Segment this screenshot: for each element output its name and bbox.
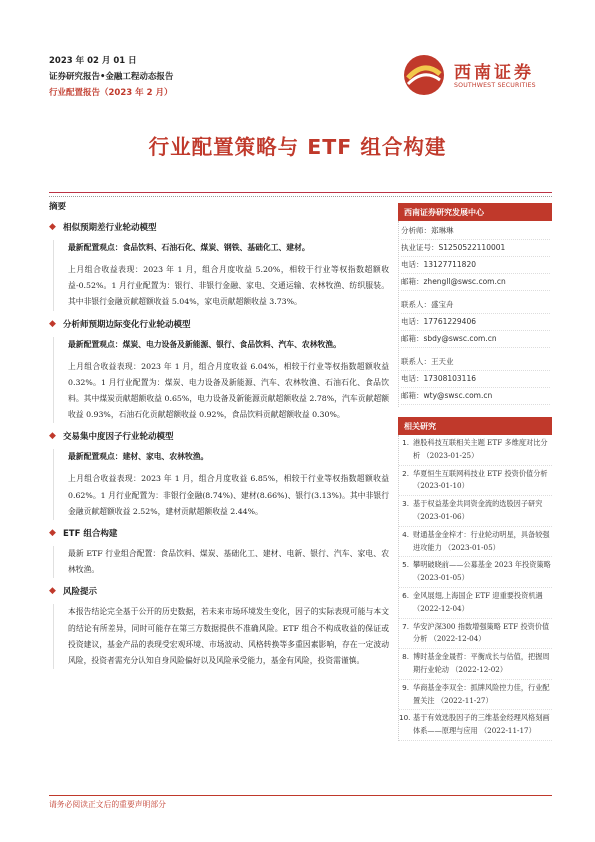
section-title: 相似预期差行业轮动模型 <box>63 223 157 233</box>
section-title: 交易集中度因子行业轮动模型 <box>63 432 174 443</box>
contact-line: 联系人：盛宝舟 <box>401 297 550 314</box>
section-heading <box>49 584 389 598</box>
list-item[interactable]: 10. 基于有效选股因子的三维基金经理风格刻画体系——原理与应用 （2022-11-17） <box>399 710 552 741</box>
list-item[interactable]: 6. 金风展翅,上海国企 ETF 迎重要投资机遇 （2022-12-04） <box>399 588 552 619</box>
list-item[interactable]: 2. 华夏恒生互联网科技业 ETF 投资价值分析 （2023-01-10） <box>399 466 552 497</box>
contact-line: 电话：17308103116 <box>401 371 550 388</box>
section-paragraph: 最新配置观点：食品饮料、石油石化、煤炭、钢铁、基础化工、建材。 <box>68 243 310 252</box>
list-item[interactable]: 8. 博时基金金晟哲：平衡成长与估值，把握周期行业轮动 （2022-12-02） <box>399 649 552 680</box>
contact-line: 电话：17761229406 <box>401 314 550 331</box>
logo-name: 西南证券 <box>454 63 534 83</box>
contact-email[interactable]: 邮箱：wty@swsc.com.cn <box>401 388 550 405</box>
section-paragraph: 最新 ETF 行业组合配置：食品饮料、煤炭、基础化工、建材、电新、银行、汽车、家电、农林牧渔。 <box>68 549 389 575</box>
related-research-header: 相关研究 <box>398 417 552 435</box>
page-title: 行业配置策略与 ETF 组合构建 <box>148 135 447 159</box>
report-type: 证券研究报告•金融工程动态报告 <box>49 72 174 82</box>
title-divider-dotted <box>49 196 552 197</box>
section-heading <box>49 317 389 331</box>
contact-line: 联系人：王天业 <box>401 354 550 371</box>
list-item[interactable]: 3. 基于权益基金共同资金流的选股因子研究 （2023-01-06） <box>399 496 552 527</box>
section-body <box>53 449 389 520</box>
sidebar <box>398 203 552 741</box>
diamond-bullet-icon: ◆ <box>49 528 56 539</box>
contact-email[interactable]: 邮箱：sbdy@swsc.com.cn <box>401 331 550 348</box>
section-paragraph: 上月组合收益表现：2023 年 1 月，组合月度收益 5.20%，相较于行业等权指数超额收益-0.52%。1 月行业配置为：银行、非银行金融、家电、交通运输、农林牧渔、纺织服装。其中非银行金融贡献超额收益 5.04%，家电贡献超额收益 3.73%。 <box>68 265 389 307</box>
logo-emblem-icon <box>400 52 448 98</box>
section-paragraph: 上月组合收益表现：2023 年 1 月，组合月度收益 6.85%，相较于行业等权指数超额收益 0.62%。1 月行业配置为：非银行金融(8.74%)、建材(8.66%)、银行(3.13%)。其中非银行金融贡献超额收益 2.52%，建材贡献超额收益 2.44%。 <box>68 474 389 516</box>
list-item[interactable]: 7. 华安沪深300 指数增强策略 ETF 投资价值分析 （2022-12-04） <box>399 619 552 650</box>
contact-email[interactable]: 邮箱：zhengll@swsc.com.cn <box>401 274 550 291</box>
diamond-bullet-icon: ◆ <box>49 318 56 329</box>
research-center-header: 西南证券研究发展中心 <box>398 203 552 221</box>
title-divider <box>49 192 552 193</box>
report-date: 2023 年 02 月 01 日 <box>49 56 137 66</box>
section-heading <box>49 429 389 443</box>
contact-line: 执业证号：S1250522110001 <box>401 240 550 257</box>
logo-english: SOUTHWEST SECURITIES <box>454 82 536 89</box>
list-item[interactable]: 1. 港股科技互联相关主题 ETF 多维度对比分析 （2023-01-25） <box>399 435 552 466</box>
section-paragraph: 上月组合收益表现：2023 年 1 月，组合月度收益 6.04%，相较于行业等权指数超额收益 0.32%。1 月行业配置为：煤炭、电力设备及新能源、汽车、农林牧渔、石油石化、食品饮料。其中煤炭贡献超额收益 0.65%，电力设备及新能源贡献超额收益 2.78%，汽车贡献超额收益 0.93%，石油石化贡献超额收益 0.92%，食品饮料贡献超额收益 0.30%。 <box>68 361 389 420</box>
section-paragraph: 最新配置观点：建材、家电、农林牧渔。 <box>68 452 209 462</box>
abstract-heading: 摘要 <box>49 202 67 212</box>
section-title: 分析师预期边际变化行业轮动模型 <box>63 319 191 330</box>
section-heading <box>49 220 389 234</box>
abstract <box>49 200 389 669</box>
diamond-bullet-icon: ◆ <box>49 222 56 232</box>
section-paragraph: 最新配置观点：煤炭、电力设备及新能源、银行、食品饮料、汽车、农林牧渔。 <box>68 339 341 349</box>
contact-line: 分析师：郑琳琳 <box>401 223 550 240</box>
report-series: 行业配置报告（2023 年 2 月） <box>49 88 173 98</box>
company-logo <box>400 50 550 100</box>
diamond-bullet-icon: ◆ <box>49 586 56 597</box>
section-title: ETF 组合构建 <box>63 529 118 540</box>
diamond-bullet-icon: ◆ <box>49 431 56 442</box>
section-paragraph: 本报告结论完全基于公开的历史数据，若未来市场环境发生变化，因子的实际表现可能与本文的结论有所差异，同时可能存在第三方数据提供不准确风险。ETF 组合不构成收益的保证或投资建议，基金产品的表现受宏观环境、市场波动、风格转换等多重因素影响，存在一定波动风险，投资者需充分认知自身风险偏好以及风险承受能力，基金有风险，投资需谨慎。 <box>68 607 389 666</box>
list-item[interactable]: 4. 财通基金金梓才：行业轮动明星，具备较强进攻能力 （2023-01-05） <box>399 527 552 558</box>
list-item[interactable]: 5. 攀明破晓前——公募基金 2023 年投资策略 （2023-01-05） <box>399 557 552 588</box>
related-research-list <box>398 435 552 741</box>
section-body <box>53 337 389 424</box>
section-heading <box>49 526 389 540</box>
header-meta <box>49 53 173 101</box>
list-item[interactable]: 9. 华商基金李双全：抓牌风险控力佳，行业配置关注 （2022-11-27） <box>399 680 552 711</box>
footer-disclaimer: 请务必阅读正文后的重要声明部分 <box>49 800 166 809</box>
section-title: 风险提示 <box>63 587 98 598</box>
contact-line: 电话：13127711820 <box>401 257 550 274</box>
footer-divider <box>49 795 552 796</box>
section-body <box>53 240 389 311</box>
section-body <box>53 604 389 669</box>
contacts <box>398 221 552 407</box>
section-body <box>53 546 389 578</box>
